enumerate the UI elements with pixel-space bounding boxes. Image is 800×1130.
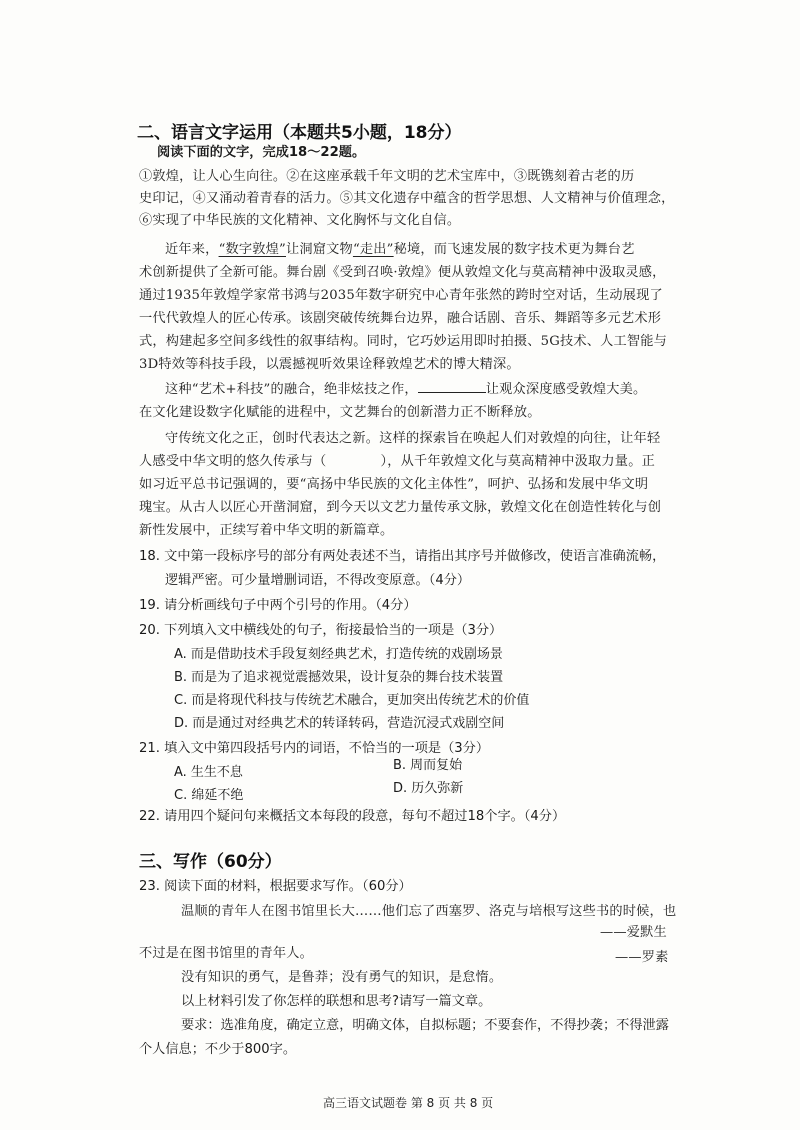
question-20: 20. 下列填入文中横线处的句子，衔接最恰当的一项是（3分） xyxy=(139,623,503,638)
requirements-line1: 要求：选准角度，确定立意，明确文体，自拟标题；不要套作，不得抄袭；不得泄露 xyxy=(181,1018,669,1033)
question-19: 19. 请分析画线句子中两个引号的作用。（4分） xyxy=(139,598,417,613)
passage-p2-line5: 式，构建起多空间多线性的叙事结构。同时，它巧妙运用即时拍摄、5G技术、人工智能与 xyxy=(139,334,668,349)
fill-in-blank xyxy=(418,380,486,393)
passage-p4-line3: 如习近平总书记强调的，要“高扬中华民族的文化主体性”，呵护、弘扬和发展中华文明 xyxy=(139,477,649,492)
passage-p4-line1: 守传统文化之正，创时代表达之新。这样的探索旨在唤起人们对敦煌的向往，让年轻 xyxy=(165,431,661,446)
passage-p2-line1: 近年来，“数字敦煌”让洞窟文物“走出”秘境，而飞速发展的数字技术更为舞台艺 xyxy=(165,242,635,257)
circled-one-marker: ① xyxy=(139,169,153,184)
q21-option-c: C. 绵延不绝 xyxy=(174,788,244,803)
q20-option-a: A. 而是借助技术手段复刻经典艺术，打造传统的戏剧场景 xyxy=(174,647,503,662)
passage-p3-line2: 在文化建设数字化赋能的进程中，文艺舞台的创新潜力正不断释放。 xyxy=(139,405,541,420)
question-21: 21. 填入文中第四段括号内的词语，不恰当的一项是（3分） xyxy=(139,741,490,756)
section-2-intro: 阅读下面的文字，完成18～22题。 xyxy=(157,145,366,160)
q20-option-c: C. 而是将现代科技与传统艺术融合，更加突出传统艺术的价值 xyxy=(174,693,530,708)
quote-2: 没有知识的勇气，是鲁莽；没有勇气的知识，是怠惰。 xyxy=(181,970,503,985)
page-footer: 高三语文试题卷 第 8 页 共 8 页 xyxy=(323,1096,494,1110)
q20-option-b: B. 而是为了追求视觉震撼效果，设计复杂的舞台技术装置 xyxy=(174,670,504,685)
q21-option-d: D. 历久弥新 xyxy=(393,781,464,796)
quote-2-source: ——罗素 xyxy=(615,950,669,965)
passage-p3-line1: 这种“艺术+科技”的融合，绝非炫技之作， 让观众深度感受敦煌大美。 xyxy=(165,382,647,397)
quote-1-line1: 温顺的青年人在图书馆里长大……他们忘了西塞罗、洛克与培根写这些书的时候，也 xyxy=(181,904,677,919)
passage-p4-line5: 新性发展中，正续写着中华文明的新篇章。 xyxy=(139,523,394,538)
passage-p2-line2: 术创新提供了全新可能。舞台剧《受到召唤·敦煌》便从敦煌文化与莫高精神中汲取灵感， xyxy=(139,265,666,280)
underlined-phrase-1: “数字敦煌” xyxy=(218,242,286,257)
section-3-title: 三、写作（60分） xyxy=(139,852,282,872)
q20-option-d: D. 而是通过对经典艺术的转译转码，营造沉浸式戏剧空间 xyxy=(174,716,505,731)
q21-option-a: A. 生生不息 xyxy=(174,765,243,780)
passage-p4-line4: 瑰宝。从古人以匠心开凿洞窟，到今天以文艺力量传承文脉，敦煌文化在创造性转化与创 xyxy=(139,500,662,515)
question-18-line2: 逻辑严密。可少量增删词语，不得改变原意。（4分） xyxy=(165,573,471,588)
question-18-line1: 18. 文中第一段标序号的部分有两处表述不当，请指出其序号并做修改，使语言准确流畅， xyxy=(139,549,666,564)
passage-p1-line2: 史印记，④又涌动着青春的活力。⑤其文化遗存中蕴含的哲学思想、人文精神与价值理念， xyxy=(139,191,675,206)
question-22: 22. 请用四个疑问句来概括文本每段的段意，每句不超过18个字。（4分） xyxy=(139,809,566,824)
passage-p1-line1: ①敦煌，让人心生向往。②在这座承载千年文明的艺术宝库中，③既镌刻着古老的历 xyxy=(139,169,635,184)
q21-option-b: B. 周而复始 xyxy=(393,758,463,773)
passage-p2-line4: 一代代敦煌人的匠心传承。该剧突破传统舞台边界，融合话剧、音乐、舞蹈等多元艺术形 xyxy=(139,311,662,326)
passage-p2-line6: 3D特效等科技手段，以震撼视听效果诠释敦煌艺术的博大精深。 xyxy=(139,357,520,372)
quote-1-source: ——爱默生 xyxy=(600,925,667,940)
underlined-phrase-2: “走出” xyxy=(352,242,394,257)
passage-p4-line2: 人感受中华文明的悠久传承与（ ），从千年敦煌文化与莫高精神中汲取力量。正 xyxy=(139,454,655,469)
writing-prompt: 以上材料引发了你怎样的联想和思考?请写一篇文章。 xyxy=(181,994,492,1009)
requirements-line2: 个人信息；不少于800字。 xyxy=(139,1042,297,1057)
question-23: 23. 阅读下面的材料，根据要求写作。（60分） xyxy=(139,879,412,894)
passage-p1-line3: ⑥实现了中华民族的文化精神、文化胸怀与文化自信。 xyxy=(139,213,461,228)
passage-p2-line3: 通过1935年敦煌学家常书鸿与2035年数字研究中心青年张然的跨时空对话，生动展现了 xyxy=(139,288,663,303)
section-2-title: 二、语言文字运用（本题共5小题，18分） xyxy=(137,123,462,143)
quote-1-line2: 不过是在图书馆里的青年人。 xyxy=(139,946,314,961)
